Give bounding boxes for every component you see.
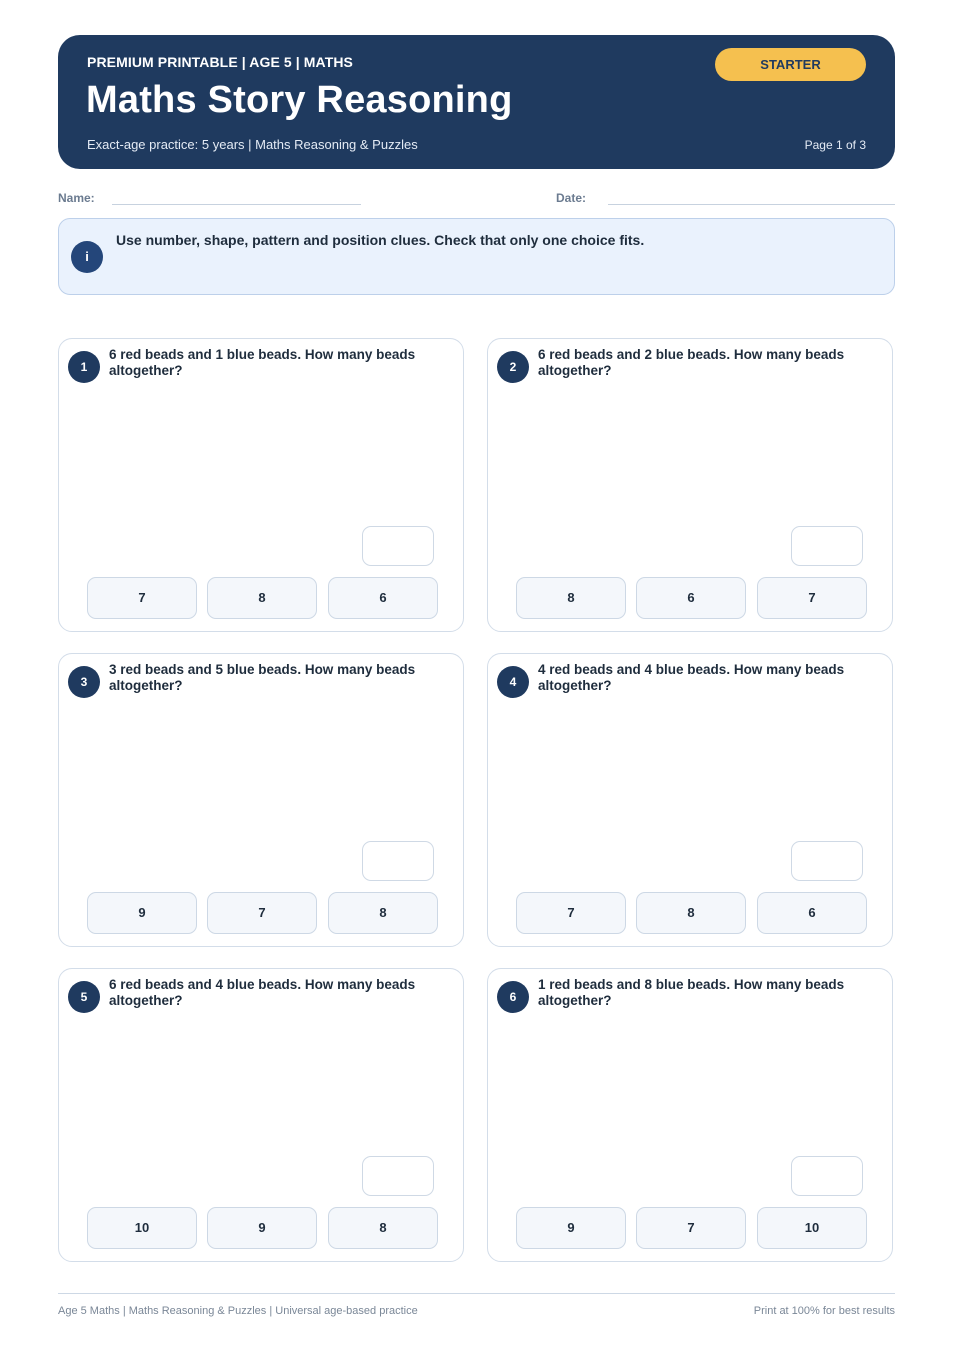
- header-subtitle: Exact-age practice: 5 years | Maths Reasoning & Puzzles: [87, 137, 418, 152]
- answer-box[interactable]: [791, 526, 863, 566]
- date-field[interactable]: [608, 204, 895, 205]
- answer-box[interactable]: [362, 1156, 434, 1196]
- answer-choice[interactable]: 9: [87, 892, 197, 934]
- question-number: 4: [497, 666, 529, 698]
- answer-choice[interactable]: 7: [207, 892, 317, 934]
- question-card: [58, 653, 464, 947]
- answer-choice[interactable]: 8: [328, 892, 438, 934]
- footer-divider: [58, 1293, 895, 1294]
- instructions-box: [58, 218, 895, 295]
- worksheet-header: [58, 35, 895, 169]
- question-number: 1: [68, 351, 100, 383]
- answer-choice[interactable]: 10: [87, 1207, 197, 1249]
- answer-choice[interactable]: 6: [757, 892, 867, 934]
- question-card: [487, 968, 893, 1262]
- question-text: 6 red beads and 2 blue beads. How many beads altogether?: [538, 347, 845, 378]
- question-text: 4 red beads and 4 blue beads. How many beads altogether?: [538, 662, 845, 693]
- page-title: Maths Story Reasoning: [86, 79, 513, 121]
- answer-choice[interactable]: 9: [207, 1207, 317, 1249]
- answer-choice[interactable]: 6: [328, 577, 438, 619]
- answer-choice[interactable]: 6: [636, 577, 746, 619]
- answer-choice[interactable]: 7: [636, 1207, 746, 1249]
- answer-choice[interactable]: 10: [757, 1207, 867, 1249]
- name-label: Name:: [58, 191, 95, 205]
- page-number: Page 1 of 3: [804, 138, 866, 152]
- answer-box[interactable]: [362, 526, 434, 566]
- answer-choice[interactable]: 8: [636, 892, 746, 934]
- answer-choice[interactable]: 9: [516, 1207, 626, 1249]
- answer-choice[interactable]: 7: [757, 577, 867, 619]
- question-number: 6: [497, 981, 529, 1013]
- question-card: [487, 338, 893, 632]
- answer-box[interactable]: [791, 841, 863, 881]
- footer-right-text: Print at 100% for best results: [753, 1305, 895, 1317]
- answer-choice[interactable]: 8: [207, 577, 317, 619]
- answer-box[interactable]: [362, 841, 434, 881]
- header-kicker: PREMIUM PRINTABLE | AGE 5 | MATHS: [87, 54, 353, 70]
- date-label: Date:: [556, 191, 587, 205]
- info-icon: i: [71, 241, 103, 273]
- question-number: 5: [68, 981, 100, 1013]
- question-number: 2: [497, 351, 529, 383]
- question-card: [487, 653, 893, 947]
- footer-left-text: Age 5 Maths | Maths Reasoning & Puzzles | Universal age-based practice: [58, 1305, 418, 1317]
- answer-choice[interactable]: 7: [516, 892, 626, 934]
- question-number: 3: [68, 666, 100, 698]
- question-card: [58, 968, 464, 1262]
- instructions-text: Use number, shape, pattern and position clues. Check that only one choice fits.: [116, 232, 645, 248]
- answer-box[interactable]: [791, 1156, 863, 1196]
- question-card: [58, 338, 464, 632]
- level-badge: STARTER: [715, 48, 866, 81]
- question-text: 1 red beads and 8 blue beads. How many beads altogether?: [538, 977, 845, 1008]
- question-text: 6 red beads and 1 blue beads. How many beads altogether?: [109, 347, 416, 378]
- name-field[interactable]: [112, 204, 361, 205]
- answer-choice[interactable]: 8: [328, 1207, 438, 1249]
- question-text: 3 red beads and 5 blue beads. How many beads altogether?: [109, 662, 416, 693]
- answer-choice[interactable]: 7: [87, 577, 197, 619]
- question-text: 6 red beads and 4 blue beads. How many beads altogether?: [109, 977, 416, 1008]
- answer-choice[interactable]: 8: [516, 577, 626, 619]
